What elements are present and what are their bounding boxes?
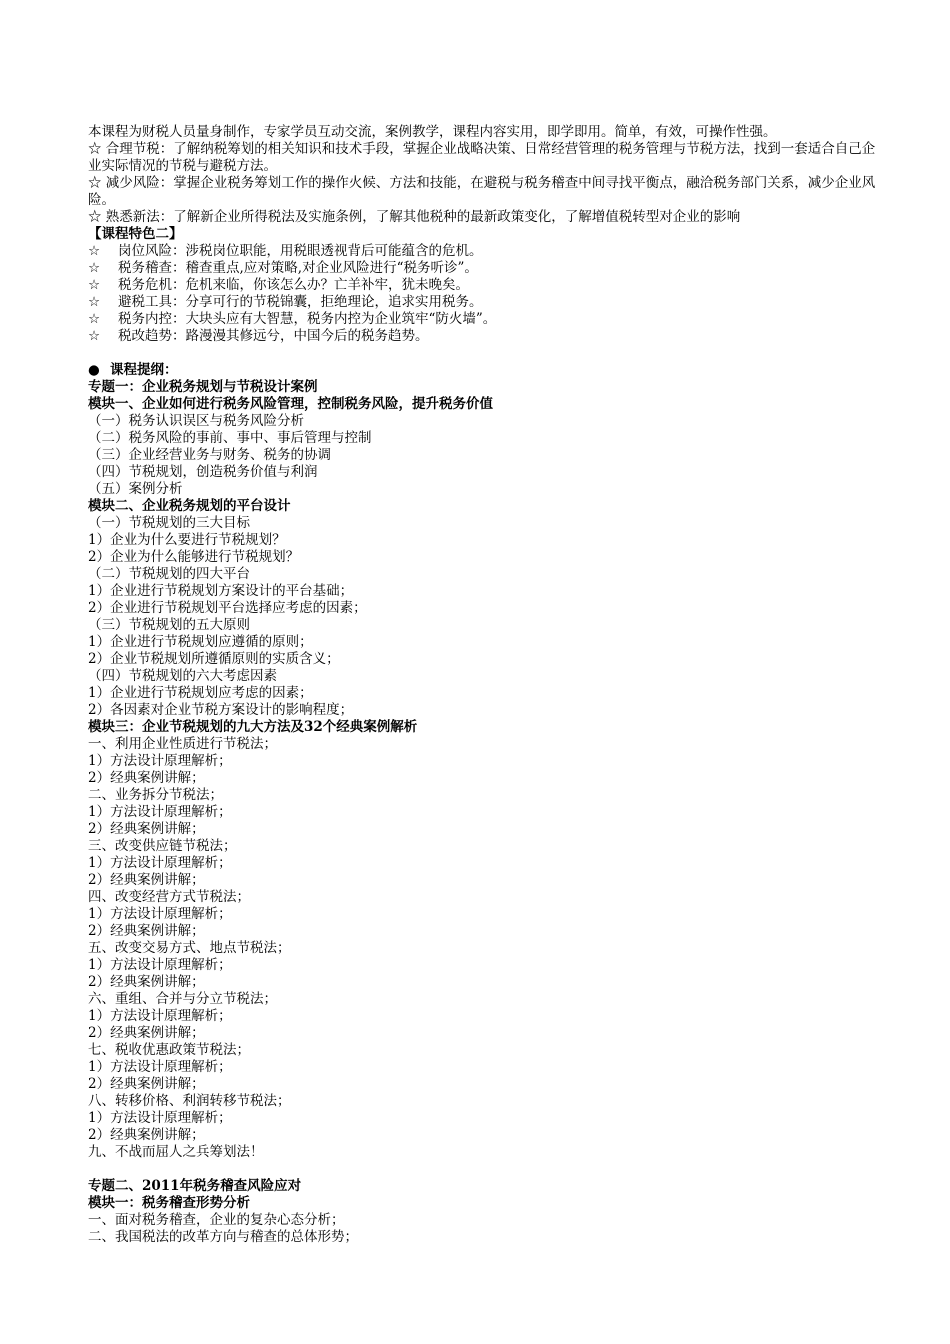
outline-item: 1）企业为什么要进行节税规划？ xyxy=(88,532,286,548)
outline-item: 2）各因素对企业节税方案设计的影响程度； xyxy=(88,702,354,718)
outline-item: 1）方法设计原理解析； xyxy=(88,1059,232,1075)
outline-item: 1）方法设计原理解析； xyxy=(88,804,232,820)
module-title: 模块二、企业税务规划的平台设计 xyxy=(88,498,291,514)
feature-item: ☆ 税务稽查：稽查重点,应对策略,对企业风险进行“税务听诊”。 xyxy=(88,260,478,276)
outline-item: 2）经典案例讲解； xyxy=(88,923,205,939)
outline-item: 2）经典案例讲解； xyxy=(88,974,205,990)
feature-item: ☆ 避税工具：分享可行的节税锦囊，拒绝理论，追求实用税务。 xyxy=(88,294,483,310)
intro-text: 本课程为财税人员量身制作，专家学员互动交流，案例教学，课程内容实用，即学即用。简单，有效，可操作性强。 xyxy=(88,124,777,140)
outline-item: 1）方法设计原理解析； xyxy=(88,855,232,871)
outline-item: （二）税务风险的事前、事中、事后管理与控制 xyxy=(88,430,372,446)
outline-item: 三、改变供应链节税法； xyxy=(88,838,237,854)
module-list xyxy=(88,1212,880,1246)
outline-item: 六、重组、合并与分立节税法； xyxy=(88,991,277,1007)
outline-item: 1）方法设计原理解析； xyxy=(88,957,232,973)
outline-item: （一）节税规划的三大目标 xyxy=(88,515,250,531)
intro-item: ☆ 减少风险：掌握企业税务筹划工作的操作火候、方法和技能，在避税与税务稽查中间寻找平衡点，融洽税务部门关系，减少企业风险。 xyxy=(88,175,876,208)
module-list xyxy=(88,413,880,498)
feature-item: ☆ 税务内控：大块头应有大智慧，税务内控为企业筑牢“防火墙”。 xyxy=(88,311,497,327)
outline-item: 2）经典案例讲解； xyxy=(88,1076,205,1092)
star-icon: ☆ xyxy=(88,328,101,344)
topic-title: 专题一：企业税务规划与节税设计案例 xyxy=(88,379,318,395)
star-icon: ☆ xyxy=(88,311,101,327)
outline-item: 2）企业为什么能够进行节税规划？ xyxy=(88,549,300,565)
outline-item: 二、业务拆分节税法； xyxy=(88,787,223,803)
feature-item: ☆ 岗位风险：涉税岗位职能，用税眼透视背后可能蕴含的危机。 xyxy=(88,243,483,259)
outline-item: 1）方法设计原理解析； xyxy=(88,1008,232,1024)
outline-item: 1）企业进行节税规划方案设计的平台基础； xyxy=(88,583,354,599)
outline-item: （五）案例分析 xyxy=(88,481,183,497)
outline-item: 七、税收优惠政策节税法； xyxy=(88,1042,250,1058)
outline-item: 1）企业进行节税规划应考虑的因素； xyxy=(88,685,313,701)
outline-item: （三）节税规划的五大原则 xyxy=(88,617,250,633)
outline-item: 八、转移价格、利润转移节税法； xyxy=(88,1093,291,1109)
outline-item: 九、不战而屈人之兵筹划法！ xyxy=(88,1144,264,1160)
outline-section xyxy=(88,362,880,1246)
outline-item: （四）节税规划，创造税务价值与利润 xyxy=(88,464,318,480)
outline-item: 1）企业进行节税规划应遵循的原则； xyxy=(88,634,313,650)
star-icon: ☆ xyxy=(88,243,101,259)
outline-item: 2）经典案例讲解； xyxy=(88,872,205,888)
outline-item: （四）节税规划的六大考虑因素 xyxy=(88,668,277,684)
outline-item: （一）税务认识误区与税务风险分析 xyxy=(88,413,304,429)
outline-item: 二、我国税法的改革方向与稽查的总体形势； xyxy=(88,1229,358,1245)
module-title: 模块三：企业节税规划的九大方法及32个经典案例解析 xyxy=(88,719,418,735)
outline-item: 一、面对税务稽查，企业的复杂心态分析； xyxy=(88,1212,345,1228)
features-section xyxy=(88,226,880,345)
outline-item: 2）经典案例讲解； xyxy=(88,1025,205,1041)
outline-item: 2）经典案例讲解； xyxy=(88,1127,205,1143)
module-title: 模块一、企业如何进行税务风险管理，控制税务风险，提升税务价值 xyxy=(88,396,493,412)
outline-item: 一、利用企业性质进行节税法； xyxy=(88,736,277,752)
document-page xyxy=(88,124,880,1246)
intro-item: ☆ 合理节税：了解纳税筹划的相关知识和技术手段，掌握企业战略决策、日常经营管理的税务管理与节税方法，找到一套适合自己企业实际情况的节税与避税方法。 xyxy=(88,141,876,174)
outline-item: 五、改变交易方式、地点节税法； xyxy=(88,940,291,956)
intro-section xyxy=(88,124,880,226)
spacer xyxy=(88,1161,880,1178)
bullet-icon: ● xyxy=(88,362,100,378)
outline-item: 1）方法设计原理解析； xyxy=(88,1110,232,1126)
outline-item: （三）企业经营业务与财务、税务的协调 xyxy=(88,447,331,463)
star-icon: ☆ xyxy=(88,277,101,293)
module-title: 模块一：税务稽查形势分析 xyxy=(88,1195,250,1211)
outline-item: 2）企业节税规划所遵循原则的实质含义； xyxy=(88,651,340,667)
feature-item: ☆ 税改趋势：路漫漫其修远兮，中国今后的税务趋势。 xyxy=(88,328,429,344)
outline-item: 2）经典案例讲解； xyxy=(88,821,205,837)
outline-item: 1）方法设计原理解析； xyxy=(88,753,232,769)
feature-item: ☆ 税务危机：危机来临，你该怎么办？亡羊补牢，犹未晚矣。 xyxy=(88,277,469,293)
outline-item: 四、改变经营方式节税法； xyxy=(88,889,250,905)
outline-item: （二）节税规划的四大平台 xyxy=(88,566,250,582)
star-icon: ☆ xyxy=(88,294,101,310)
outline-item: 2）企业进行节税规划平台选择应考虑的因素； xyxy=(88,600,367,616)
module-list xyxy=(88,736,880,1161)
features-heading: 【课程特色二】 xyxy=(88,226,183,242)
spacer xyxy=(88,345,880,362)
module-list xyxy=(88,515,880,719)
outline-item: 2）经典案例讲解； xyxy=(88,770,205,786)
star-icon: ☆ xyxy=(88,260,101,276)
outline-heading: ● 课程提纲： xyxy=(88,362,178,378)
outline-item: 1）方法设计原理解析； xyxy=(88,906,232,922)
topic-title: 专题二、2011年税务稽查风险应对 xyxy=(88,1178,302,1194)
intro-item: ☆ 熟悉新法：了解新企业所得税法及实施条例，了解其他税种的最新政策变化，了解增值税转型对企业的影响 xyxy=(88,209,741,225)
